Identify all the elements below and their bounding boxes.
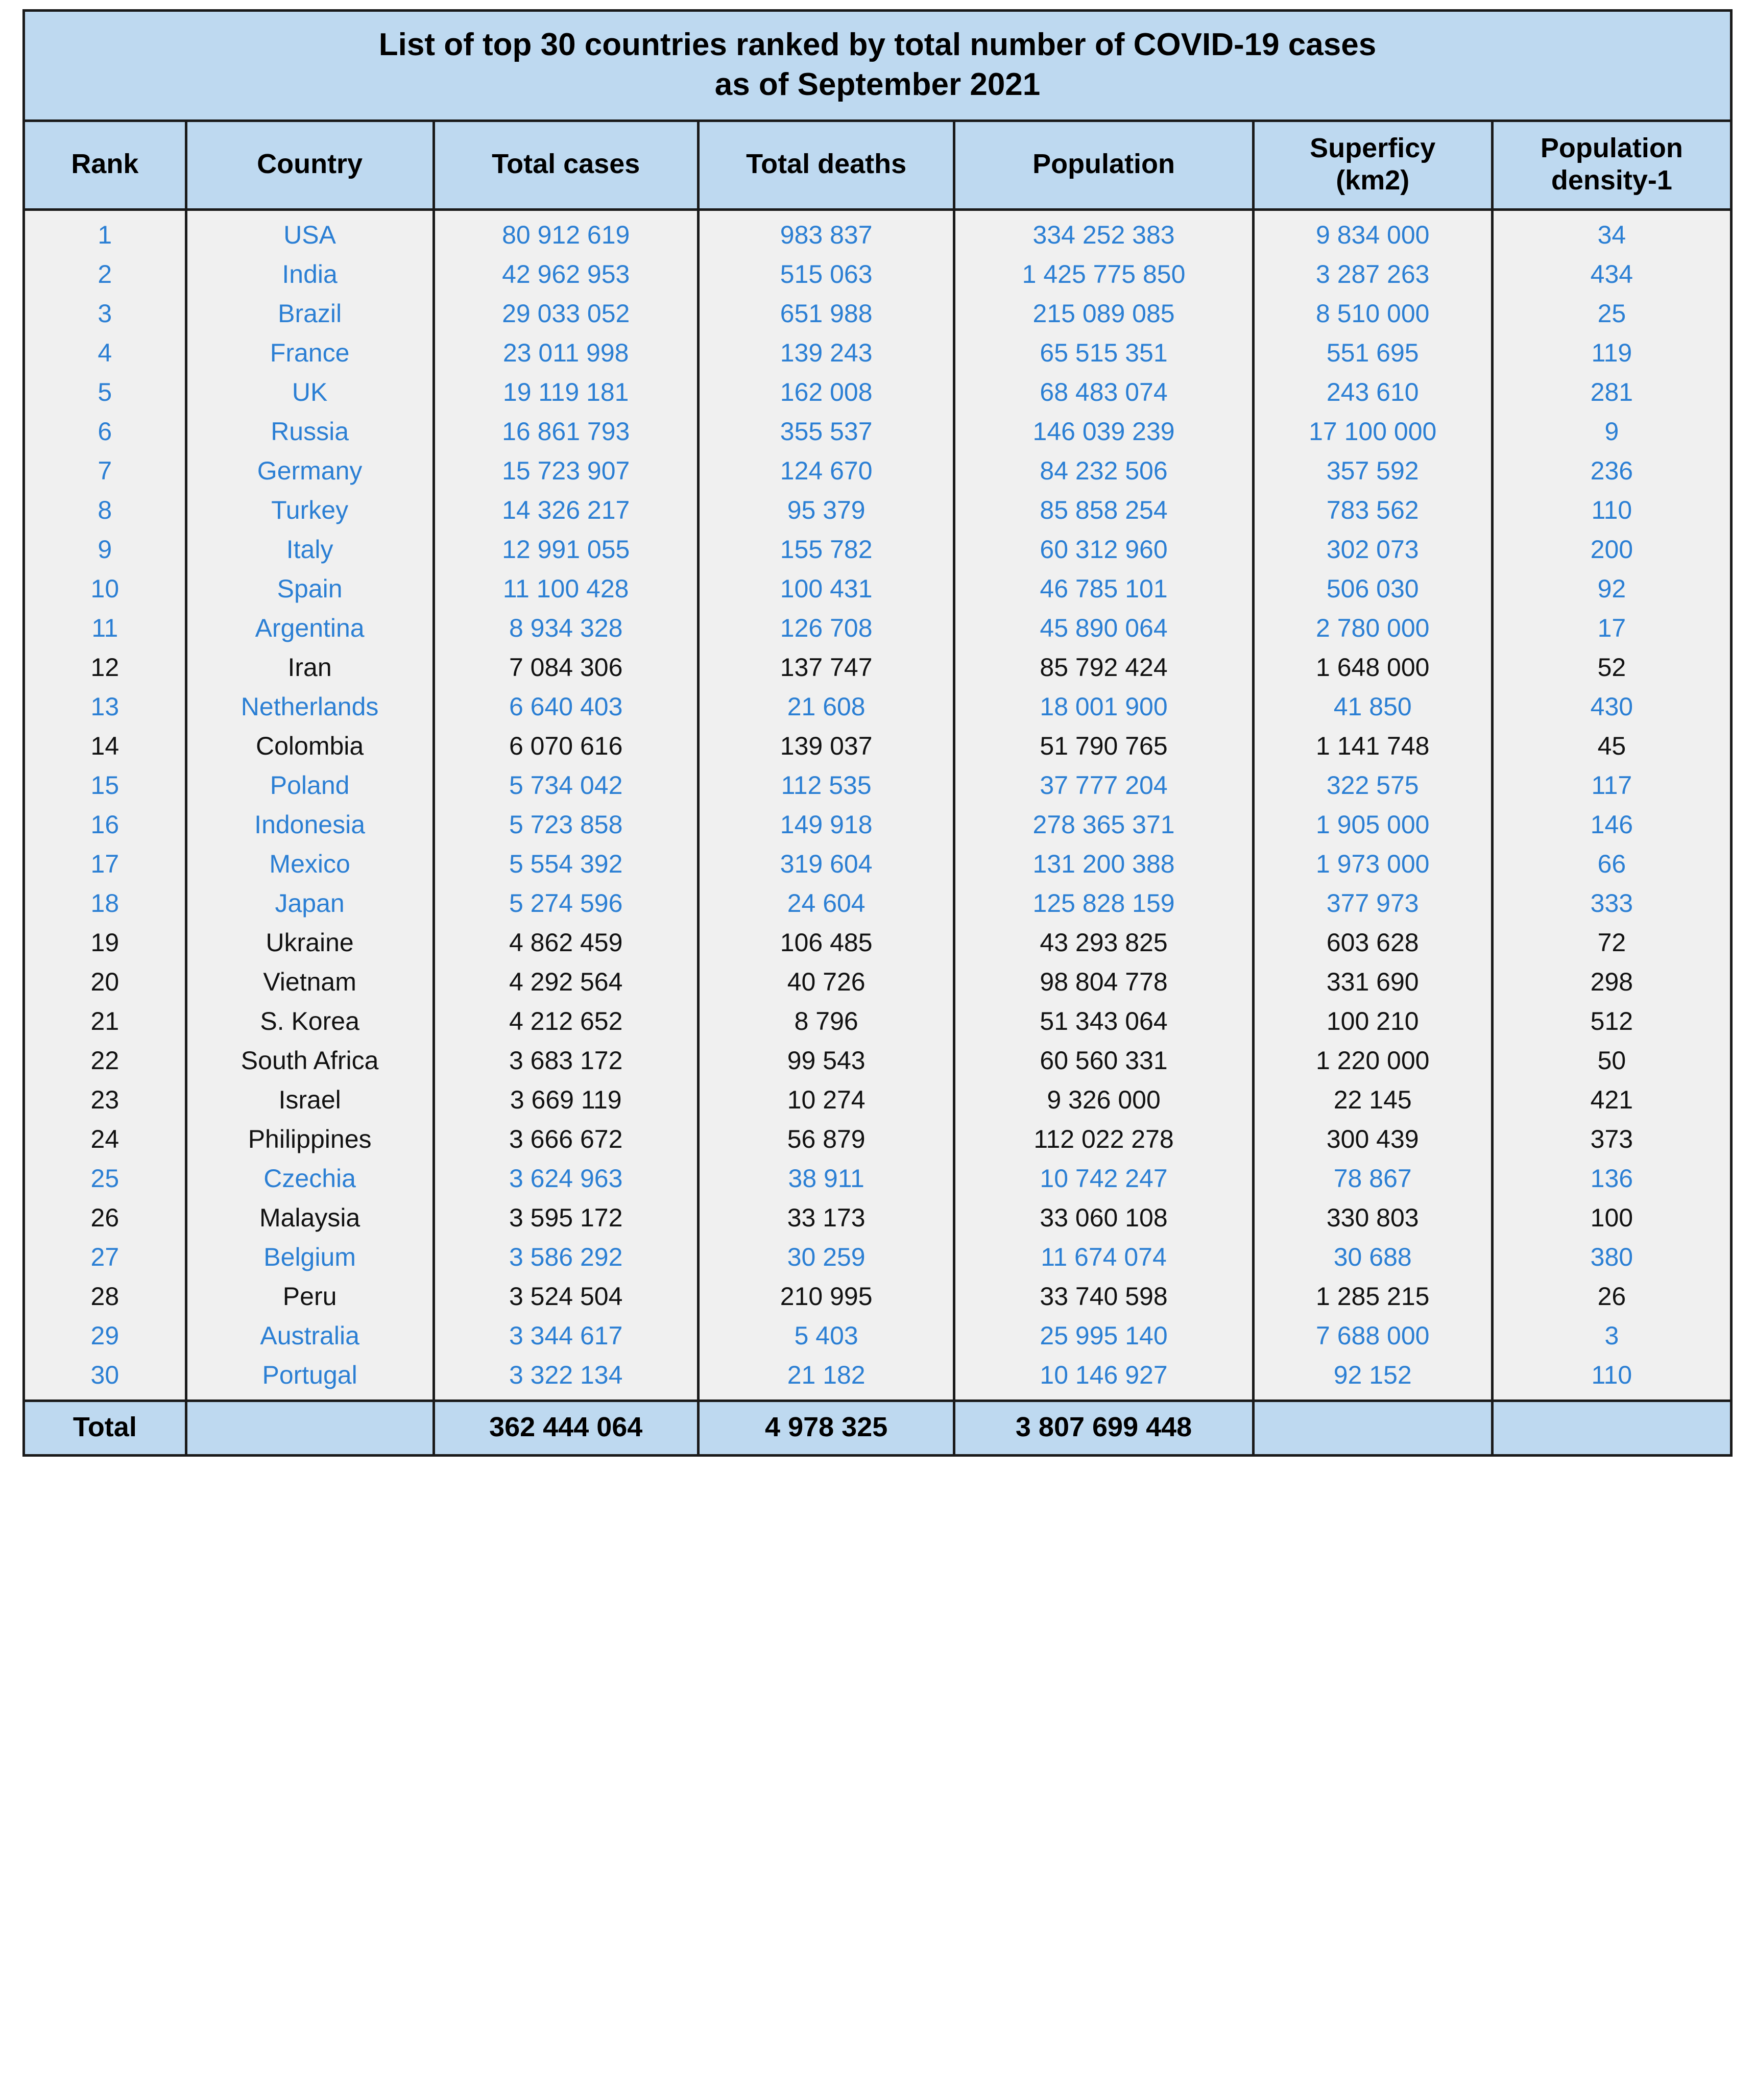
cell-rank: 25 bbox=[24, 1160, 186, 1199]
cell-country: Malaysia bbox=[186, 1199, 434, 1238]
cell-density: 117 bbox=[1492, 766, 1731, 806]
cell-country: Philippines bbox=[186, 1120, 434, 1160]
cell-total-deaths: 99 543 bbox=[698, 1042, 954, 1081]
cell-country: Colombia bbox=[186, 727, 434, 766]
table-title-row bbox=[24, 11, 1732, 121]
cell-superficy: 243 610 bbox=[1253, 373, 1492, 413]
table-row bbox=[24, 727, 1732, 766]
cell-country: Vietnam bbox=[186, 963, 434, 1002]
cell-density: 373 bbox=[1492, 1120, 1731, 1160]
table-title-line-2: as of September 2021 bbox=[714, 66, 1041, 102]
cell-total-cases: 5 274 596 bbox=[434, 884, 698, 924]
table-row bbox=[24, 413, 1732, 452]
cell-population: 98 804 778 bbox=[954, 963, 1253, 1002]
cell-density: 72 bbox=[1492, 924, 1731, 963]
cell-total-deaths: 24 604 bbox=[698, 884, 954, 924]
cell-total-cases: 19 119 181 bbox=[434, 373, 698, 413]
cell-rank: 2 bbox=[24, 255, 186, 295]
cell-country: Japan bbox=[186, 884, 434, 924]
cell-rank: 20 bbox=[24, 963, 186, 1002]
cell-population: 10 742 247 bbox=[954, 1160, 1253, 1199]
cell-total-cases: 5 723 858 bbox=[434, 806, 698, 845]
cell-density: 45 bbox=[1492, 727, 1731, 766]
cell-population: 85 792 424 bbox=[954, 648, 1253, 688]
cell-country: Israel bbox=[186, 1081, 434, 1120]
cell-population: 68 483 074 bbox=[954, 373, 1253, 413]
cell-superficy: 22 145 bbox=[1253, 1081, 1492, 1120]
table-row bbox=[24, 1238, 1732, 1277]
cell-rank: 5 bbox=[24, 373, 186, 413]
cell-total-cases: 4 862 459 bbox=[434, 924, 698, 963]
cell-rank: 19 bbox=[24, 924, 186, 963]
cell-population: 33 740 598 bbox=[954, 1277, 1253, 1317]
cell-superficy: 357 592 bbox=[1253, 452, 1492, 491]
cell-superficy: 8 510 000 bbox=[1253, 295, 1492, 334]
column-header-row bbox=[24, 121, 1732, 210]
cell-country: India bbox=[186, 255, 434, 295]
cell-total-cases: 12 991 055 bbox=[434, 530, 698, 570]
cell-total-cases: 3 344 617 bbox=[434, 1317, 698, 1356]
column-header-superficy bbox=[1253, 121, 1492, 210]
cell-country: Belgium bbox=[186, 1238, 434, 1277]
cell-superficy: 92 152 bbox=[1253, 1356, 1492, 1401]
cell-superficy: 41 850 bbox=[1253, 688, 1492, 727]
column-header-total-deaths: Total deaths bbox=[698, 121, 954, 210]
cell-density: 333 bbox=[1492, 884, 1731, 924]
cell-superficy: 7 688 000 bbox=[1253, 1317, 1492, 1356]
cell-population: 51 343 064 bbox=[954, 1002, 1253, 1042]
cell-rank: 15 bbox=[24, 766, 186, 806]
cell-population: 146 039 239 bbox=[954, 413, 1253, 452]
cell-population: 37 777 204 bbox=[954, 766, 1253, 806]
table-row bbox=[24, 1081, 1732, 1120]
column-header-density-line-2: density-1 bbox=[1551, 164, 1672, 196]
cell-rank: 26 bbox=[24, 1199, 186, 1238]
cell-superficy: 783 562 bbox=[1253, 491, 1492, 530]
cell-country: Italy bbox=[186, 530, 434, 570]
cell-total-cases: 29 033 052 bbox=[434, 295, 698, 334]
column-header-population-density bbox=[1492, 121, 1731, 210]
cell-superficy: 100 210 bbox=[1253, 1002, 1492, 1042]
cell-density: 50 bbox=[1492, 1042, 1731, 1081]
table-row bbox=[24, 452, 1732, 491]
cell-population: 334 252 383 bbox=[954, 210, 1253, 256]
cell-country: Brazil bbox=[186, 295, 434, 334]
cell-country: Czechia bbox=[186, 1160, 434, 1199]
cell-superficy: 1 905 000 bbox=[1253, 806, 1492, 845]
column-header-total-cases: Total cases bbox=[434, 121, 698, 210]
cell-country: Australia bbox=[186, 1317, 434, 1356]
cell-density: 430 bbox=[1492, 688, 1731, 727]
cell-rank: 6 bbox=[24, 413, 186, 452]
cell-rank: 21 bbox=[24, 1002, 186, 1042]
cell-density: 9 bbox=[1492, 413, 1731, 452]
cell-rank: 27 bbox=[24, 1238, 186, 1277]
cell-superficy: 1 285 215 bbox=[1253, 1277, 1492, 1317]
cell-total-cases: 80 912 619 bbox=[434, 210, 698, 256]
cell-total-cases: 42 962 953 bbox=[434, 255, 698, 295]
cell-density: 3 bbox=[1492, 1317, 1731, 1356]
cell-population: 278 365 371 bbox=[954, 806, 1253, 845]
cell-density: 136 bbox=[1492, 1160, 1731, 1199]
cell-country: Mexico bbox=[186, 845, 434, 884]
cell-density: 380 bbox=[1492, 1238, 1731, 1277]
total-label: Total bbox=[24, 1401, 186, 1456]
column-header-population: Population bbox=[954, 121, 1253, 210]
cell-total-deaths: 33 173 bbox=[698, 1199, 954, 1238]
table-row bbox=[24, 609, 1732, 648]
cell-rank: 12 bbox=[24, 648, 186, 688]
cell-population: 46 785 101 bbox=[954, 570, 1253, 609]
cell-country: South Africa bbox=[186, 1042, 434, 1081]
table-row bbox=[24, 491, 1732, 530]
cell-total-cases: 4 212 652 bbox=[434, 1002, 698, 1042]
cell-total-deaths: 319 604 bbox=[698, 845, 954, 884]
cell-country: USA bbox=[186, 210, 434, 256]
cell-population: 11 674 074 bbox=[954, 1238, 1253, 1277]
cell-superficy: 322 575 bbox=[1253, 766, 1492, 806]
cell-total-cases: 5 734 042 bbox=[434, 766, 698, 806]
cell-superficy: 3 287 263 bbox=[1253, 255, 1492, 295]
cell-country: Ukraine bbox=[186, 924, 434, 963]
cell-total-cases: 14 326 217 bbox=[434, 491, 698, 530]
cell-superficy: 302 073 bbox=[1253, 530, 1492, 570]
cell-superficy: 1 220 000 bbox=[1253, 1042, 1492, 1081]
cell-rank: 10 bbox=[24, 570, 186, 609]
cell-total-deaths: 100 431 bbox=[698, 570, 954, 609]
table-row bbox=[24, 334, 1732, 373]
cell-total-deaths: 56 879 bbox=[698, 1120, 954, 1160]
total-population: 3 807 699 448 bbox=[954, 1401, 1253, 1456]
table-title-line-1: List of top 30 countries ranked by total number of COVID-19 cases bbox=[378, 27, 1377, 62]
cell-country: S. Korea bbox=[186, 1002, 434, 1042]
cell-rank: 24 bbox=[24, 1120, 186, 1160]
cell-country: Russia bbox=[186, 413, 434, 452]
cell-total-cases: 6 640 403 bbox=[434, 688, 698, 727]
cell-total-deaths: 149 918 bbox=[698, 806, 954, 845]
cell-total-deaths: 106 485 bbox=[698, 924, 954, 963]
cell-superficy: 300 439 bbox=[1253, 1120, 1492, 1160]
cell-density: 421 bbox=[1492, 1081, 1731, 1120]
cell-total-cases: 3 586 292 bbox=[434, 1238, 698, 1277]
covid-cases-table bbox=[22, 9, 1733, 1457]
cell-rank: 16 bbox=[24, 806, 186, 845]
cell-rank: 7 bbox=[24, 452, 186, 491]
cell-population: 10 146 927 bbox=[954, 1356, 1253, 1401]
cell-superficy: 331 690 bbox=[1253, 963, 1492, 1002]
table-row bbox=[24, 963, 1732, 1002]
cell-rank: 18 bbox=[24, 884, 186, 924]
cell-total-deaths: 21 182 bbox=[698, 1356, 954, 1401]
table-row bbox=[24, 1356, 1732, 1401]
total-country bbox=[186, 1401, 434, 1456]
table-body bbox=[24, 210, 1732, 1401]
cell-density: 26 bbox=[1492, 1277, 1731, 1317]
total-cases: 362 444 064 bbox=[434, 1401, 698, 1456]
cell-population: 112 022 278 bbox=[954, 1120, 1253, 1160]
cell-total-deaths: 210 995 bbox=[698, 1277, 954, 1317]
table-row bbox=[24, 210, 1732, 256]
cell-density: 281 bbox=[1492, 373, 1731, 413]
cell-density: 110 bbox=[1492, 491, 1731, 530]
table-row bbox=[24, 845, 1732, 884]
cell-total-cases: 11 100 428 bbox=[434, 570, 698, 609]
cell-total-deaths: 983 837 bbox=[698, 210, 954, 256]
table-header bbox=[24, 11, 1732, 121]
cell-country: Turkey bbox=[186, 491, 434, 530]
cell-total-cases: 23 011 998 bbox=[434, 334, 698, 373]
cell-total-deaths: 355 537 bbox=[698, 413, 954, 452]
table-title bbox=[24, 11, 1732, 121]
cell-total-deaths: 126 708 bbox=[698, 609, 954, 648]
cell-population: 60 312 960 bbox=[954, 530, 1253, 570]
cell-total-cases: 7 084 306 bbox=[434, 648, 698, 688]
cell-rank: 9 bbox=[24, 530, 186, 570]
cell-country: Spain bbox=[186, 570, 434, 609]
cell-rank: 8 bbox=[24, 491, 186, 530]
cell-total-cases: 8 934 328 bbox=[434, 609, 698, 648]
cell-country: UK bbox=[186, 373, 434, 413]
total-row bbox=[24, 1401, 1732, 1456]
cell-population: 215 089 085 bbox=[954, 295, 1253, 334]
column-header-rank: Rank bbox=[24, 121, 186, 210]
cell-total-deaths: 30 259 bbox=[698, 1238, 954, 1277]
cell-population: 9 326 000 bbox=[954, 1081, 1253, 1120]
cell-total-deaths: 651 988 bbox=[698, 295, 954, 334]
cell-superficy: 603 628 bbox=[1253, 924, 1492, 963]
cell-population: 43 293 825 bbox=[954, 924, 1253, 963]
table-row bbox=[24, 1160, 1732, 1199]
cell-superficy: 330 803 bbox=[1253, 1199, 1492, 1238]
cell-population: 1 425 775 850 bbox=[954, 255, 1253, 295]
cell-country: Peru bbox=[186, 1277, 434, 1317]
cell-population: 125 828 159 bbox=[954, 884, 1253, 924]
column-header-superficy-line-2: (km2) bbox=[1336, 164, 1410, 196]
table-row bbox=[24, 648, 1732, 688]
cell-total-cases: 5 554 392 bbox=[434, 845, 698, 884]
cell-total-deaths: 139 243 bbox=[698, 334, 954, 373]
cell-total-cases: 3 322 134 bbox=[434, 1356, 698, 1401]
cell-density: 200 bbox=[1492, 530, 1731, 570]
total-deaths: 4 978 325 bbox=[698, 1401, 954, 1456]
cell-superficy: 377 973 bbox=[1253, 884, 1492, 924]
cell-rank: 29 bbox=[24, 1317, 186, 1356]
cell-population: 65 515 351 bbox=[954, 334, 1253, 373]
cell-superficy: 1 648 000 bbox=[1253, 648, 1492, 688]
cell-density: 146 bbox=[1492, 806, 1731, 845]
cell-country: Portugal bbox=[186, 1356, 434, 1401]
cell-density: 119 bbox=[1492, 334, 1731, 373]
cell-total-deaths: 137 747 bbox=[698, 648, 954, 688]
table-footer bbox=[24, 1401, 1732, 1456]
cell-rank: 3 bbox=[24, 295, 186, 334]
cell-rank: 28 bbox=[24, 1277, 186, 1317]
cell-rank: 23 bbox=[24, 1081, 186, 1120]
cell-superficy: 30 688 bbox=[1253, 1238, 1492, 1277]
cell-total-cases: 3 595 172 bbox=[434, 1199, 698, 1238]
cell-total-deaths: 162 008 bbox=[698, 373, 954, 413]
cell-total-cases: 3 624 963 bbox=[434, 1160, 698, 1199]
cell-rank: 14 bbox=[24, 727, 186, 766]
cell-superficy: 551 695 bbox=[1253, 334, 1492, 373]
cell-country: France bbox=[186, 334, 434, 373]
table-row bbox=[24, 1120, 1732, 1160]
cell-density: 298 bbox=[1492, 963, 1731, 1002]
table-row bbox=[24, 884, 1732, 924]
cell-total-deaths: 112 535 bbox=[698, 766, 954, 806]
cell-total-deaths: 40 726 bbox=[698, 963, 954, 1002]
table-row bbox=[24, 295, 1732, 334]
cell-population: 18 001 900 bbox=[954, 688, 1253, 727]
cell-superficy: 17 100 000 bbox=[1253, 413, 1492, 452]
total-density bbox=[1492, 1401, 1731, 1456]
cell-country: Iran bbox=[186, 648, 434, 688]
cell-density: 17 bbox=[1492, 609, 1731, 648]
table-row bbox=[24, 1317, 1732, 1356]
cell-density: 52 bbox=[1492, 648, 1731, 688]
total-superficy bbox=[1253, 1401, 1492, 1456]
cell-rank: 13 bbox=[24, 688, 186, 727]
cell-density: 25 bbox=[1492, 295, 1731, 334]
table-row bbox=[24, 255, 1732, 295]
cell-total-deaths: 139 037 bbox=[698, 727, 954, 766]
table-row bbox=[24, 1277, 1732, 1317]
cell-density: 434 bbox=[1492, 255, 1731, 295]
table-row bbox=[24, 373, 1732, 413]
cell-total-deaths: 8 796 bbox=[698, 1002, 954, 1042]
cell-superficy: 2 780 000 bbox=[1253, 609, 1492, 648]
cell-density: 66 bbox=[1492, 845, 1731, 884]
cell-superficy: 78 867 bbox=[1253, 1160, 1492, 1199]
cell-population: 131 200 388 bbox=[954, 845, 1253, 884]
cell-rank: 30 bbox=[24, 1356, 186, 1401]
cell-density: 512 bbox=[1492, 1002, 1731, 1042]
cell-population: 45 890 064 bbox=[954, 609, 1253, 648]
cell-total-cases: 4 292 564 bbox=[434, 963, 698, 1002]
cell-population: 85 858 254 bbox=[954, 491, 1253, 530]
cell-density: 100 bbox=[1492, 1199, 1731, 1238]
column-header-density-line-1: Population bbox=[1540, 133, 1683, 163]
cell-total-cases: 6 070 616 bbox=[434, 727, 698, 766]
cell-total-deaths: 38 911 bbox=[698, 1160, 954, 1199]
cell-population: 33 060 108 bbox=[954, 1199, 1253, 1238]
cell-population: 60 560 331 bbox=[954, 1042, 1253, 1081]
table-row bbox=[24, 806, 1732, 845]
cell-total-deaths: 21 608 bbox=[698, 688, 954, 727]
cell-total-deaths: 95 379 bbox=[698, 491, 954, 530]
cell-total-cases: 3 666 672 bbox=[434, 1120, 698, 1160]
table-row bbox=[24, 924, 1732, 963]
cell-density: 92 bbox=[1492, 570, 1731, 609]
column-header-superficy-line-1: Superficy bbox=[1310, 133, 1436, 163]
cell-population: 84 232 506 bbox=[954, 452, 1253, 491]
cell-density: 34 bbox=[1492, 210, 1731, 256]
cell-total-deaths: 124 670 bbox=[698, 452, 954, 491]
table-row bbox=[24, 1199, 1732, 1238]
cell-total-cases: 3 669 119 bbox=[434, 1081, 698, 1120]
cell-total-cases: 16 861 793 bbox=[434, 413, 698, 452]
cell-country: Indonesia bbox=[186, 806, 434, 845]
cell-superficy: 1 141 748 bbox=[1253, 727, 1492, 766]
table-row bbox=[24, 570, 1732, 609]
cell-population: 25 995 140 bbox=[954, 1317, 1253, 1356]
cell-total-deaths: 10 274 bbox=[698, 1081, 954, 1120]
cell-rank: 4 bbox=[24, 334, 186, 373]
cell-superficy: 506 030 bbox=[1253, 570, 1492, 609]
cell-superficy: 1 973 000 bbox=[1253, 845, 1492, 884]
cell-total-deaths: 5 403 bbox=[698, 1317, 954, 1356]
cell-total-deaths: 515 063 bbox=[698, 255, 954, 295]
cell-density: 236 bbox=[1492, 452, 1731, 491]
table-row bbox=[24, 1002, 1732, 1042]
cell-rank: 17 bbox=[24, 845, 186, 884]
cell-rank: 1 bbox=[24, 210, 186, 256]
cell-country: Poland bbox=[186, 766, 434, 806]
cell-rank: 22 bbox=[24, 1042, 186, 1081]
cell-country: Netherlands bbox=[186, 688, 434, 727]
cell-population: 51 790 765 bbox=[954, 727, 1253, 766]
cell-superficy: 9 834 000 bbox=[1253, 210, 1492, 256]
cell-country: Argentina bbox=[186, 609, 434, 648]
cell-total-cases: 3 683 172 bbox=[434, 1042, 698, 1081]
cell-rank: 11 bbox=[24, 609, 186, 648]
cell-total-cases: 15 723 907 bbox=[434, 452, 698, 491]
cell-total-cases: 3 524 504 bbox=[434, 1277, 698, 1317]
cell-total-deaths: 155 782 bbox=[698, 530, 954, 570]
table-row bbox=[24, 766, 1732, 806]
cell-country: Germany bbox=[186, 452, 434, 491]
table-row bbox=[24, 1042, 1732, 1081]
cell-density: 110 bbox=[1492, 1356, 1731, 1401]
table-row bbox=[24, 688, 1732, 727]
table-row bbox=[24, 530, 1732, 570]
column-header-country: Country bbox=[186, 121, 434, 210]
